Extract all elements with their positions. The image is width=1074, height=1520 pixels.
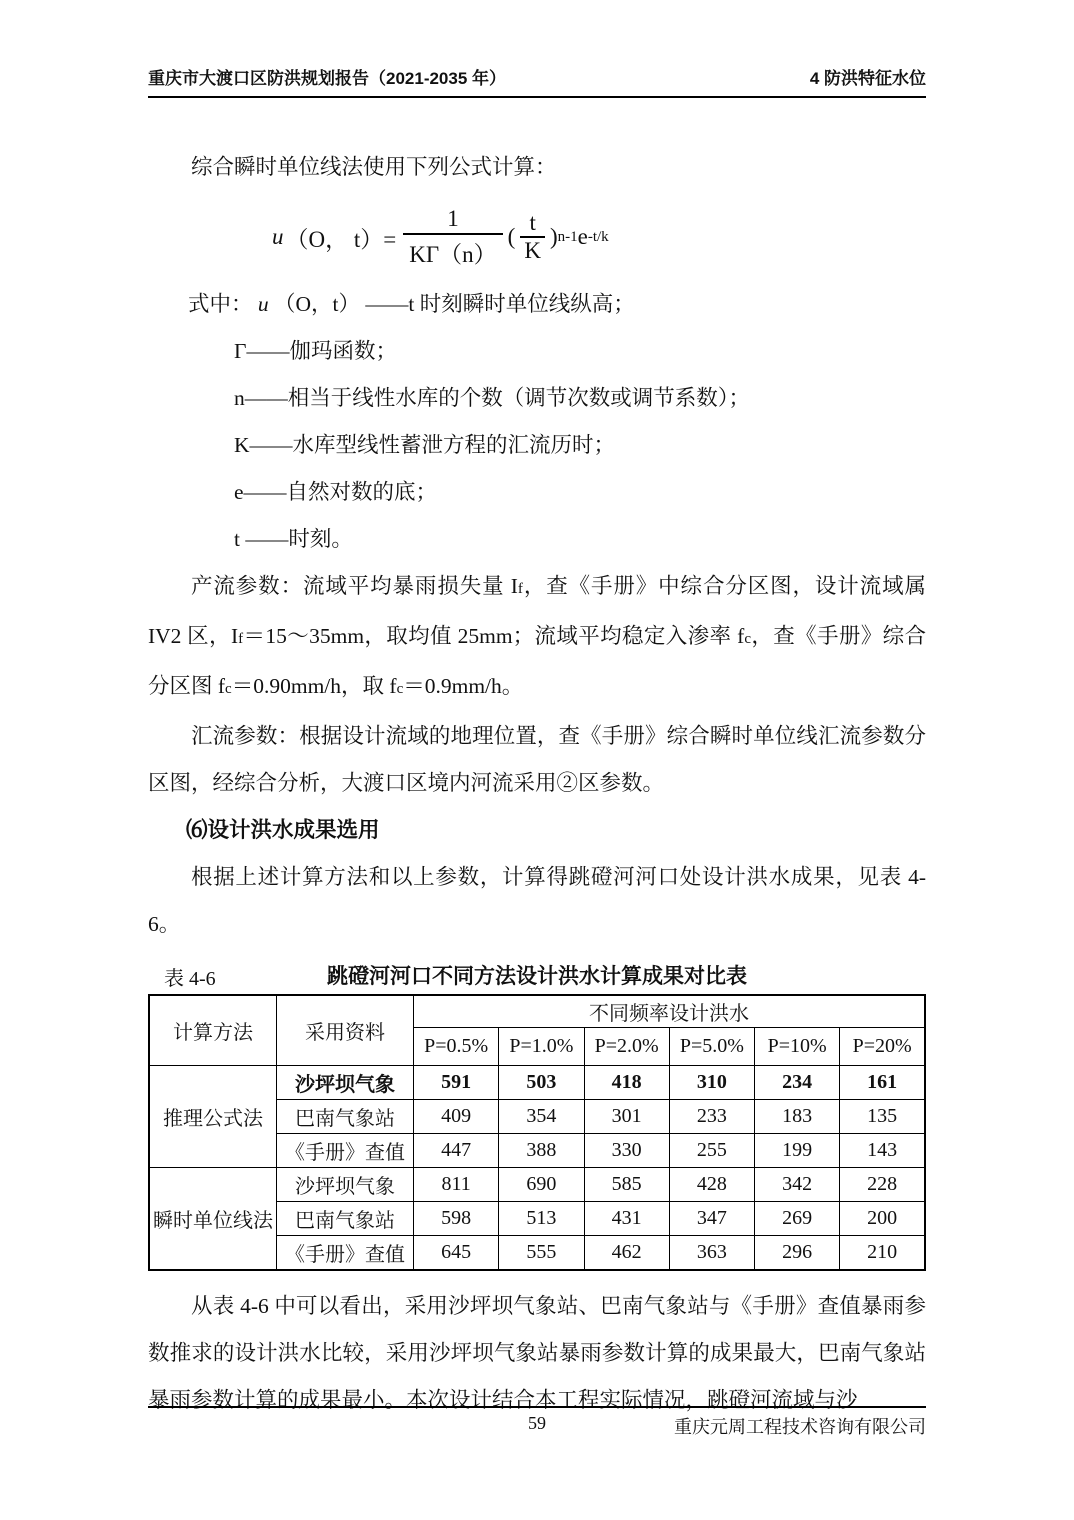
formula-main-fraction bbox=[403, 205, 502, 270]
table-row bbox=[149, 1066, 925, 1100]
method-cell: 推理公式法 bbox=[149, 1066, 277, 1168]
header-report-title: 重庆市大渡口区防洪规划报告（2021-2035 年） bbox=[148, 69, 507, 88]
where-var-u: u bbox=[257, 292, 269, 316]
where-label: 式中： bbox=[188, 292, 253, 316]
subscript-text: c bbox=[225, 681, 232, 697]
table-caption-title: 跳磴河河口不同方法设计洪水计算成果对比表 bbox=[327, 965, 747, 988]
text-segment: ＝0.90mm/h，取 f bbox=[231, 674, 397, 698]
where-var-desc: ——t 时刻瞬时单位线纵高； bbox=[365, 292, 635, 316]
definition-line bbox=[148, 469, 926, 516]
value-cell: 210 bbox=[840, 1236, 925, 1271]
paragraph-routing-params: 汇流参数：根据设计流域的地理位置，查《手册》综合瞬时单位线汇流参数分区图，经综合分析，大渡口区境内河流采用②区参数。 bbox=[148, 724, 926, 795]
value-cell: 409 bbox=[414, 1100, 499, 1134]
value-cell: 811 bbox=[414, 1168, 499, 1202]
fraction-denominator: KΓ（n） bbox=[403, 233, 502, 270]
value-cell: 555 bbox=[499, 1236, 584, 1271]
value-cell: 347 bbox=[669, 1202, 754, 1236]
flood-comparison-table bbox=[148, 994, 926, 1271]
value-cell: 503 bbox=[499, 1066, 584, 1100]
inner-numerator: t bbox=[529, 210, 536, 235]
formula-e-base: e bbox=[577, 224, 588, 249]
formula-open-paren: ( bbox=[507, 224, 516, 249]
definition-desc: ——相当于线性水库的个数（调节次数或调节系数）； bbox=[244, 386, 751, 410]
subscript-text: c bbox=[744, 631, 751, 647]
value-cell: 255 bbox=[669, 1134, 754, 1168]
source-cell: 巴南气象站 bbox=[277, 1100, 414, 1134]
definition-desc: ——时刻。 bbox=[245, 527, 353, 551]
value-cell: 342 bbox=[755, 1168, 840, 1202]
definition-term: K bbox=[234, 433, 250, 457]
subscript-text: f bbox=[238, 631, 244, 647]
source-cell: 沙坪坝气象 bbox=[277, 1168, 414, 1202]
value-cell: 310 bbox=[669, 1066, 754, 1100]
text-segment: ，查《手册》中综合分区图，设计流域属 IV2 区，I bbox=[148, 574, 926, 648]
page-footer bbox=[148, 1406, 926, 1443]
definition-desc: ——水库型线性蓄泄方程的汇流历时； bbox=[249, 433, 616, 457]
value-cell: 135 bbox=[840, 1100, 925, 1134]
paragraph-runoff-params bbox=[148, 563, 926, 713]
value-cell: 388 bbox=[499, 1134, 584, 1168]
formula-var-u: u bbox=[272, 224, 284, 249]
definition-term: Γ bbox=[234, 339, 247, 363]
value-cell: 234 bbox=[755, 1066, 840, 1100]
where-clause bbox=[148, 281, 926, 328]
value-cell: 645 bbox=[414, 1236, 499, 1271]
text-segment: 产流参数：流域平均暴雨损失量 I bbox=[191, 574, 518, 598]
value-cell: 513 bbox=[499, 1202, 584, 1236]
section-heading-design-flood-results: ⑹设计洪水成果选用 bbox=[186, 818, 380, 842]
formula-inner-fraction bbox=[520, 210, 545, 264]
formula-exponent-2: -t/k bbox=[587, 228, 609, 245]
definition-term: t bbox=[234, 527, 246, 551]
formula-args: （O， t）= bbox=[285, 226, 397, 252]
value-cell: 183 bbox=[755, 1100, 840, 1134]
footer-company-name: 重庆元周工程技术咨询有限公司 bbox=[674, 1417, 926, 1437]
definition-line bbox=[148, 422, 926, 469]
subscript-text: c bbox=[396, 681, 404, 697]
source-cell: 《手册》查值 bbox=[277, 1134, 414, 1168]
definition-term: n bbox=[234, 386, 245, 410]
text-segment: ，查《手册》综合分区图 f bbox=[148, 624, 926, 698]
value-cell: 269 bbox=[755, 1202, 840, 1236]
inner-denominator: K bbox=[520, 236, 545, 264]
value-cell: 233 bbox=[669, 1100, 754, 1134]
intro-paragraph: 综合瞬时单位线法使用下列公式计算： bbox=[191, 155, 557, 179]
page-number: 59 bbox=[528, 1413, 546, 1433]
value-cell: 598 bbox=[414, 1202, 499, 1236]
method-cell: 瞬时单位线法 bbox=[149, 1168, 277, 1271]
subscript-text: f bbox=[517, 581, 523, 597]
value-cell: 296 bbox=[755, 1236, 840, 1271]
value-cell: 428 bbox=[669, 1168, 754, 1202]
paragraph-results-intro: 根据上述计算方法和以上参数，计算得跳磴河河口处设计洪水成果，见表 4-6。 bbox=[148, 865, 926, 936]
definition-line bbox=[148, 328, 926, 375]
text-segment: ＝0.9mm/h。 bbox=[403, 674, 524, 698]
page-header bbox=[148, 64, 926, 98]
formula-close-paren: ) bbox=[549, 224, 558, 249]
table-caption-label: 表 4-6 bbox=[164, 968, 216, 990]
footer-row bbox=[148, 1408, 926, 1443]
value-cell: 690 bbox=[499, 1168, 584, 1202]
text-segment: ＝15～35mm，取均值 25mm；流域平均稳定入渗率 f bbox=[243, 624, 745, 648]
definition-desc: ——伽玛函数； bbox=[246, 339, 397, 363]
value-cell: 462 bbox=[584, 1236, 669, 1271]
value-cell: 143 bbox=[840, 1134, 925, 1168]
table-caption bbox=[148, 956, 926, 994]
col-header-frequency-span: 不同频率设计洪水 bbox=[414, 995, 926, 1028]
col-header-p100: P=10% bbox=[755, 1028, 840, 1066]
definition-line bbox=[148, 516, 926, 563]
source-cell: 《手册》查值 bbox=[277, 1236, 414, 1271]
flood-table-body bbox=[149, 1066, 925, 1271]
col-header-p50: P=5.0% bbox=[669, 1028, 754, 1066]
definition-line bbox=[148, 375, 926, 422]
value-cell: 199 bbox=[755, 1134, 840, 1168]
value-cell: 418 bbox=[584, 1066, 669, 1100]
value-cell: 200 bbox=[840, 1202, 925, 1236]
value-cell: 591 bbox=[414, 1066, 499, 1100]
value-cell: 363 bbox=[669, 1236, 754, 1271]
value-cell: 228 bbox=[840, 1168, 925, 1202]
col-header-p05: P=0.5% bbox=[414, 1028, 499, 1066]
value-cell: 585 bbox=[584, 1168, 669, 1202]
col-header-method: 计算方法 bbox=[149, 995, 277, 1066]
source-cell: 巴南气象站 bbox=[277, 1202, 414, 1236]
page-content bbox=[148, 128, 926, 1424]
header-chapter-title: 4 防洪特征水位 bbox=[809, 69, 926, 88]
table-header-row-1 bbox=[149, 995, 925, 1028]
col-header-p10: P=1.0% bbox=[499, 1028, 584, 1066]
value-cell: 330 bbox=[584, 1134, 669, 1168]
unit-hydrograph-formula bbox=[148, 195, 926, 279]
where-var-args: （O，t） bbox=[274, 292, 361, 316]
table-row bbox=[149, 1168, 925, 1202]
definition-desc: ——自然对数的底； bbox=[243, 480, 438, 504]
fraction-numerator: 1 bbox=[447, 205, 459, 231]
source-cell: 沙坪坝气象 bbox=[277, 1066, 414, 1100]
paragraph-comparison-analysis: 从表 4-6 中可以看出，采用沙坪坝气象站、巴南气象站与《手册》查值暴雨参数推求的设计洪水比较，采用沙坪坝气象站暴雨参数计算的成果最大，巴南气象站暴雨参数计算的成果最小。本次设计结合本工程实际情况，跳磴河流域与沙 bbox=[148, 1294, 926, 1412]
value-cell: 161 bbox=[840, 1066, 925, 1100]
value-cell: 431 bbox=[584, 1202, 669, 1236]
value-cell: 447 bbox=[414, 1134, 499, 1168]
col-header-source: 采用资料 bbox=[277, 995, 414, 1066]
col-header-p20: P=2.0% bbox=[584, 1028, 669, 1066]
definition-term: e bbox=[234, 480, 244, 504]
value-cell: 301 bbox=[584, 1100, 669, 1134]
value-cell: 354 bbox=[499, 1100, 584, 1134]
formula-exponent-1: n-1 bbox=[557, 228, 578, 245]
col-header-p200: P=20% bbox=[840, 1028, 925, 1066]
